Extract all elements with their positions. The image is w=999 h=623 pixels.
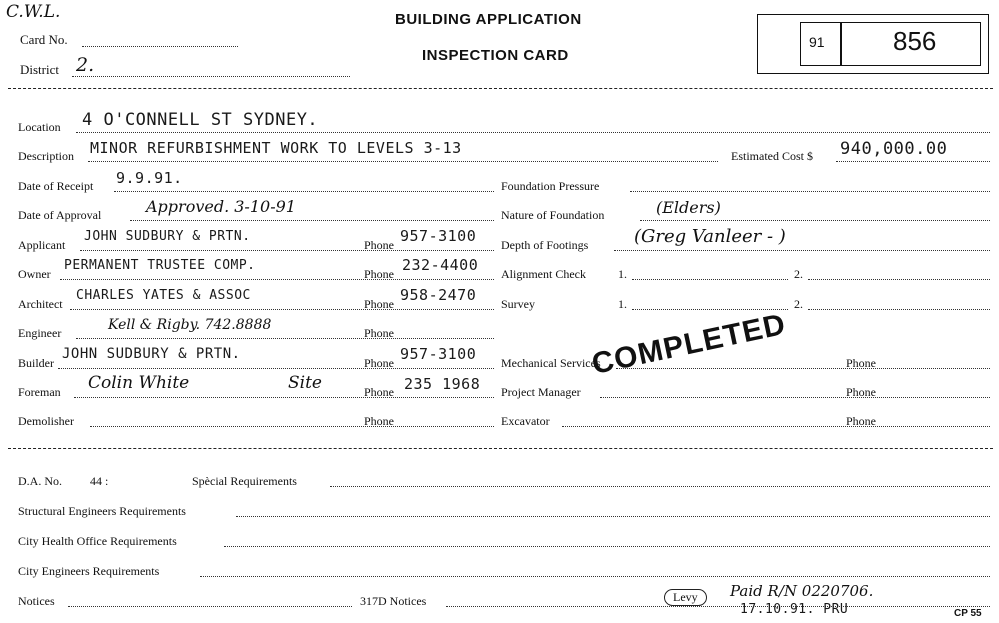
card-no-line — [82, 46, 238, 47]
demolisher-phone-label: Phone — [364, 414, 394, 428]
architect-phone: 958-2470 — [400, 286, 477, 304]
project-manager-line — [600, 397, 990, 398]
paid-note: Paid R/N 0220706. — [730, 582, 874, 600]
engineer-line — [76, 338, 494, 339]
alignment-check-1: 1. — [618, 267, 627, 281]
applicant-value: JOHN SUDBURY & PRTN. — [84, 229, 251, 244]
depth-of-footings-value: (Greg Vanleer - ) — [634, 226, 786, 247]
architect-phone-label: Phone — [364, 297, 394, 311]
architect-value: CHARLES YATES & ASSOC — [76, 288, 251, 303]
header-divider — [8, 88, 993, 89]
date-of-approval-line — [130, 220, 494, 221]
initials-handwritten: C.W.L. — [6, 2, 61, 22]
da-no-label: D.A. No. — [18, 474, 62, 488]
owner-line — [60, 279, 494, 280]
description-value: MINOR REFURBISHMENT WORK TO LEVELS 3-13 — [90, 139, 462, 157]
estimated-cost-line — [836, 161, 990, 162]
mechanical-services-phone-label: Phone — [846, 356, 876, 370]
architect-line — [70, 309, 494, 310]
excavator-phone-label: Phone — [846, 414, 876, 428]
builder-line — [58, 368, 494, 369]
notices-317d-label: 317D Notices — [360, 594, 427, 608]
applicant-line — [80, 250, 494, 251]
notices-317d-line — [446, 606, 990, 607]
foreman-phone-label: Phone — [364, 385, 394, 399]
foundation-pressure-line — [630, 191, 990, 192]
project-manager-label: Project Manager — [501, 385, 581, 399]
project-manager-phone-label: Phone — [846, 385, 876, 399]
depth-of-footings-line — [614, 250, 990, 251]
city-engineers-requirements-label: City Engineers Requirements — [18, 564, 160, 578]
survey-1: 1. — [618, 297, 627, 311]
date-of-receipt-value: 9.9.91. — [116, 169, 183, 187]
completed-stamp: COMPLETED — [588, 307, 789, 382]
excavator-line — [562, 426, 990, 427]
levy-badge: Levy — [664, 589, 707, 606]
survey-2: 2. — [794, 297, 803, 311]
card-number: 856 — [893, 26, 937, 56]
da-no-value: 44 : — [90, 474, 109, 488]
foundation-pressure-label: Foundation Pressure — [501, 179, 600, 193]
depth-of-footings-label: Depth of Footings — [501, 238, 589, 252]
special-requirements-line — [330, 486, 990, 487]
engineer-label: Engineer — [18, 326, 62, 340]
owner-phone-label: Phone — [364, 267, 394, 281]
builder-phone: 957-3100 — [400, 345, 477, 363]
nature-of-foundation-line — [640, 220, 990, 221]
excavator-label: Excavator — [501, 414, 550, 428]
structural-requirements-line — [236, 516, 990, 517]
alignment-check-label: Alignment Check — [501, 267, 586, 281]
notices-label: Notices — [18, 594, 55, 608]
demolisher-label: Demolisher — [18, 414, 74, 428]
health-requirements-line — [224, 546, 990, 547]
estimated-cost-label: Estimated Cost $ — [731, 149, 813, 163]
applicant-phone-label: Phone — [364, 238, 394, 252]
survey-line-2 — [808, 309, 990, 310]
notices-line — [68, 606, 352, 607]
builder-value: JOHN SUDBURY & PRTN. — [62, 346, 241, 362]
owner-value: PERMANENT TRUSTEE COMP. — [64, 258, 256, 273]
requirements-divider — [8, 448, 993, 449]
applicant-label: Applicant — [18, 238, 66, 252]
card-no-label: Card No. — [20, 32, 68, 47]
title-line-2: INSPECTION CARD — [422, 47, 569, 64]
date-of-approval-value: Approved. 3-10-91 — [146, 197, 296, 216]
engineer-phone-label: Phone — [364, 326, 394, 340]
special-requirements-label: Spècial Requirements — [192, 474, 297, 488]
nature-of-foundation-label: Nature of Foundation — [501, 208, 605, 222]
location-value: 4 O'CONNELL ST SYDNEY. — [82, 110, 319, 130]
owner-phone: 232-4400 — [402, 256, 479, 274]
foreman-value: Colin White — [88, 373, 190, 393]
mechanical-services-label: Mechanical Services — [501, 356, 601, 370]
survey-label: Survey — [501, 297, 535, 311]
paid-date: 17.10.91. PRU — [740, 602, 849, 617]
title-line-1: BUILDING APPLICATION — [395, 11, 582, 28]
alignment-check-line-2 — [808, 279, 990, 280]
date-of-receipt-line — [114, 191, 494, 192]
estimated-cost-value: 940,000.00 — [840, 139, 948, 159]
city-engineers-requirements-line — [200, 576, 990, 577]
alignment-check-2: 2. — [794, 267, 803, 281]
foreman-label: Foreman — [18, 385, 61, 399]
demolisher-line — [90, 426, 494, 427]
health-requirements-label: City Health Office Requirements — [18, 534, 177, 548]
architect-label: Architect — [18, 297, 63, 311]
foreman-site: Site — [288, 373, 322, 393]
date-of-approval-label: Date of Approval — [18, 208, 102, 222]
builder-label: Builder — [18, 356, 54, 370]
builder-phone-label: Phone — [364, 356, 394, 370]
description-line — [88, 161, 718, 162]
mechanical-services-line — [616, 368, 990, 369]
nature-of-foundation-value: (Elders) — [656, 198, 721, 217]
date-of-receipt-label: Date of Receipt — [18, 179, 94, 193]
district-value: 2. — [76, 54, 95, 76]
applicant-phone: 957-3100 — [400, 227, 477, 245]
location-line — [76, 132, 990, 133]
alignment-check-line-1 — [632, 279, 788, 280]
district-label: District — [20, 62, 59, 77]
number-prefix: 91 — [809, 34, 825, 50]
description-label: Description — [18, 149, 74, 163]
form-code: CP 55 — [954, 608, 982, 619]
location-label: Location — [18, 120, 61, 134]
owner-label: Owner — [18, 267, 51, 281]
foreman-line — [74, 397, 494, 398]
district-line — [72, 76, 350, 77]
structural-requirements-label: Structural Engineers Requirements — [18, 504, 186, 518]
engineer-value: Kell & Rigby. 742.8888 — [108, 317, 272, 333]
survey-line-1 — [632, 309, 788, 310]
foreman-phone: 235 1968 — [404, 375, 481, 393]
